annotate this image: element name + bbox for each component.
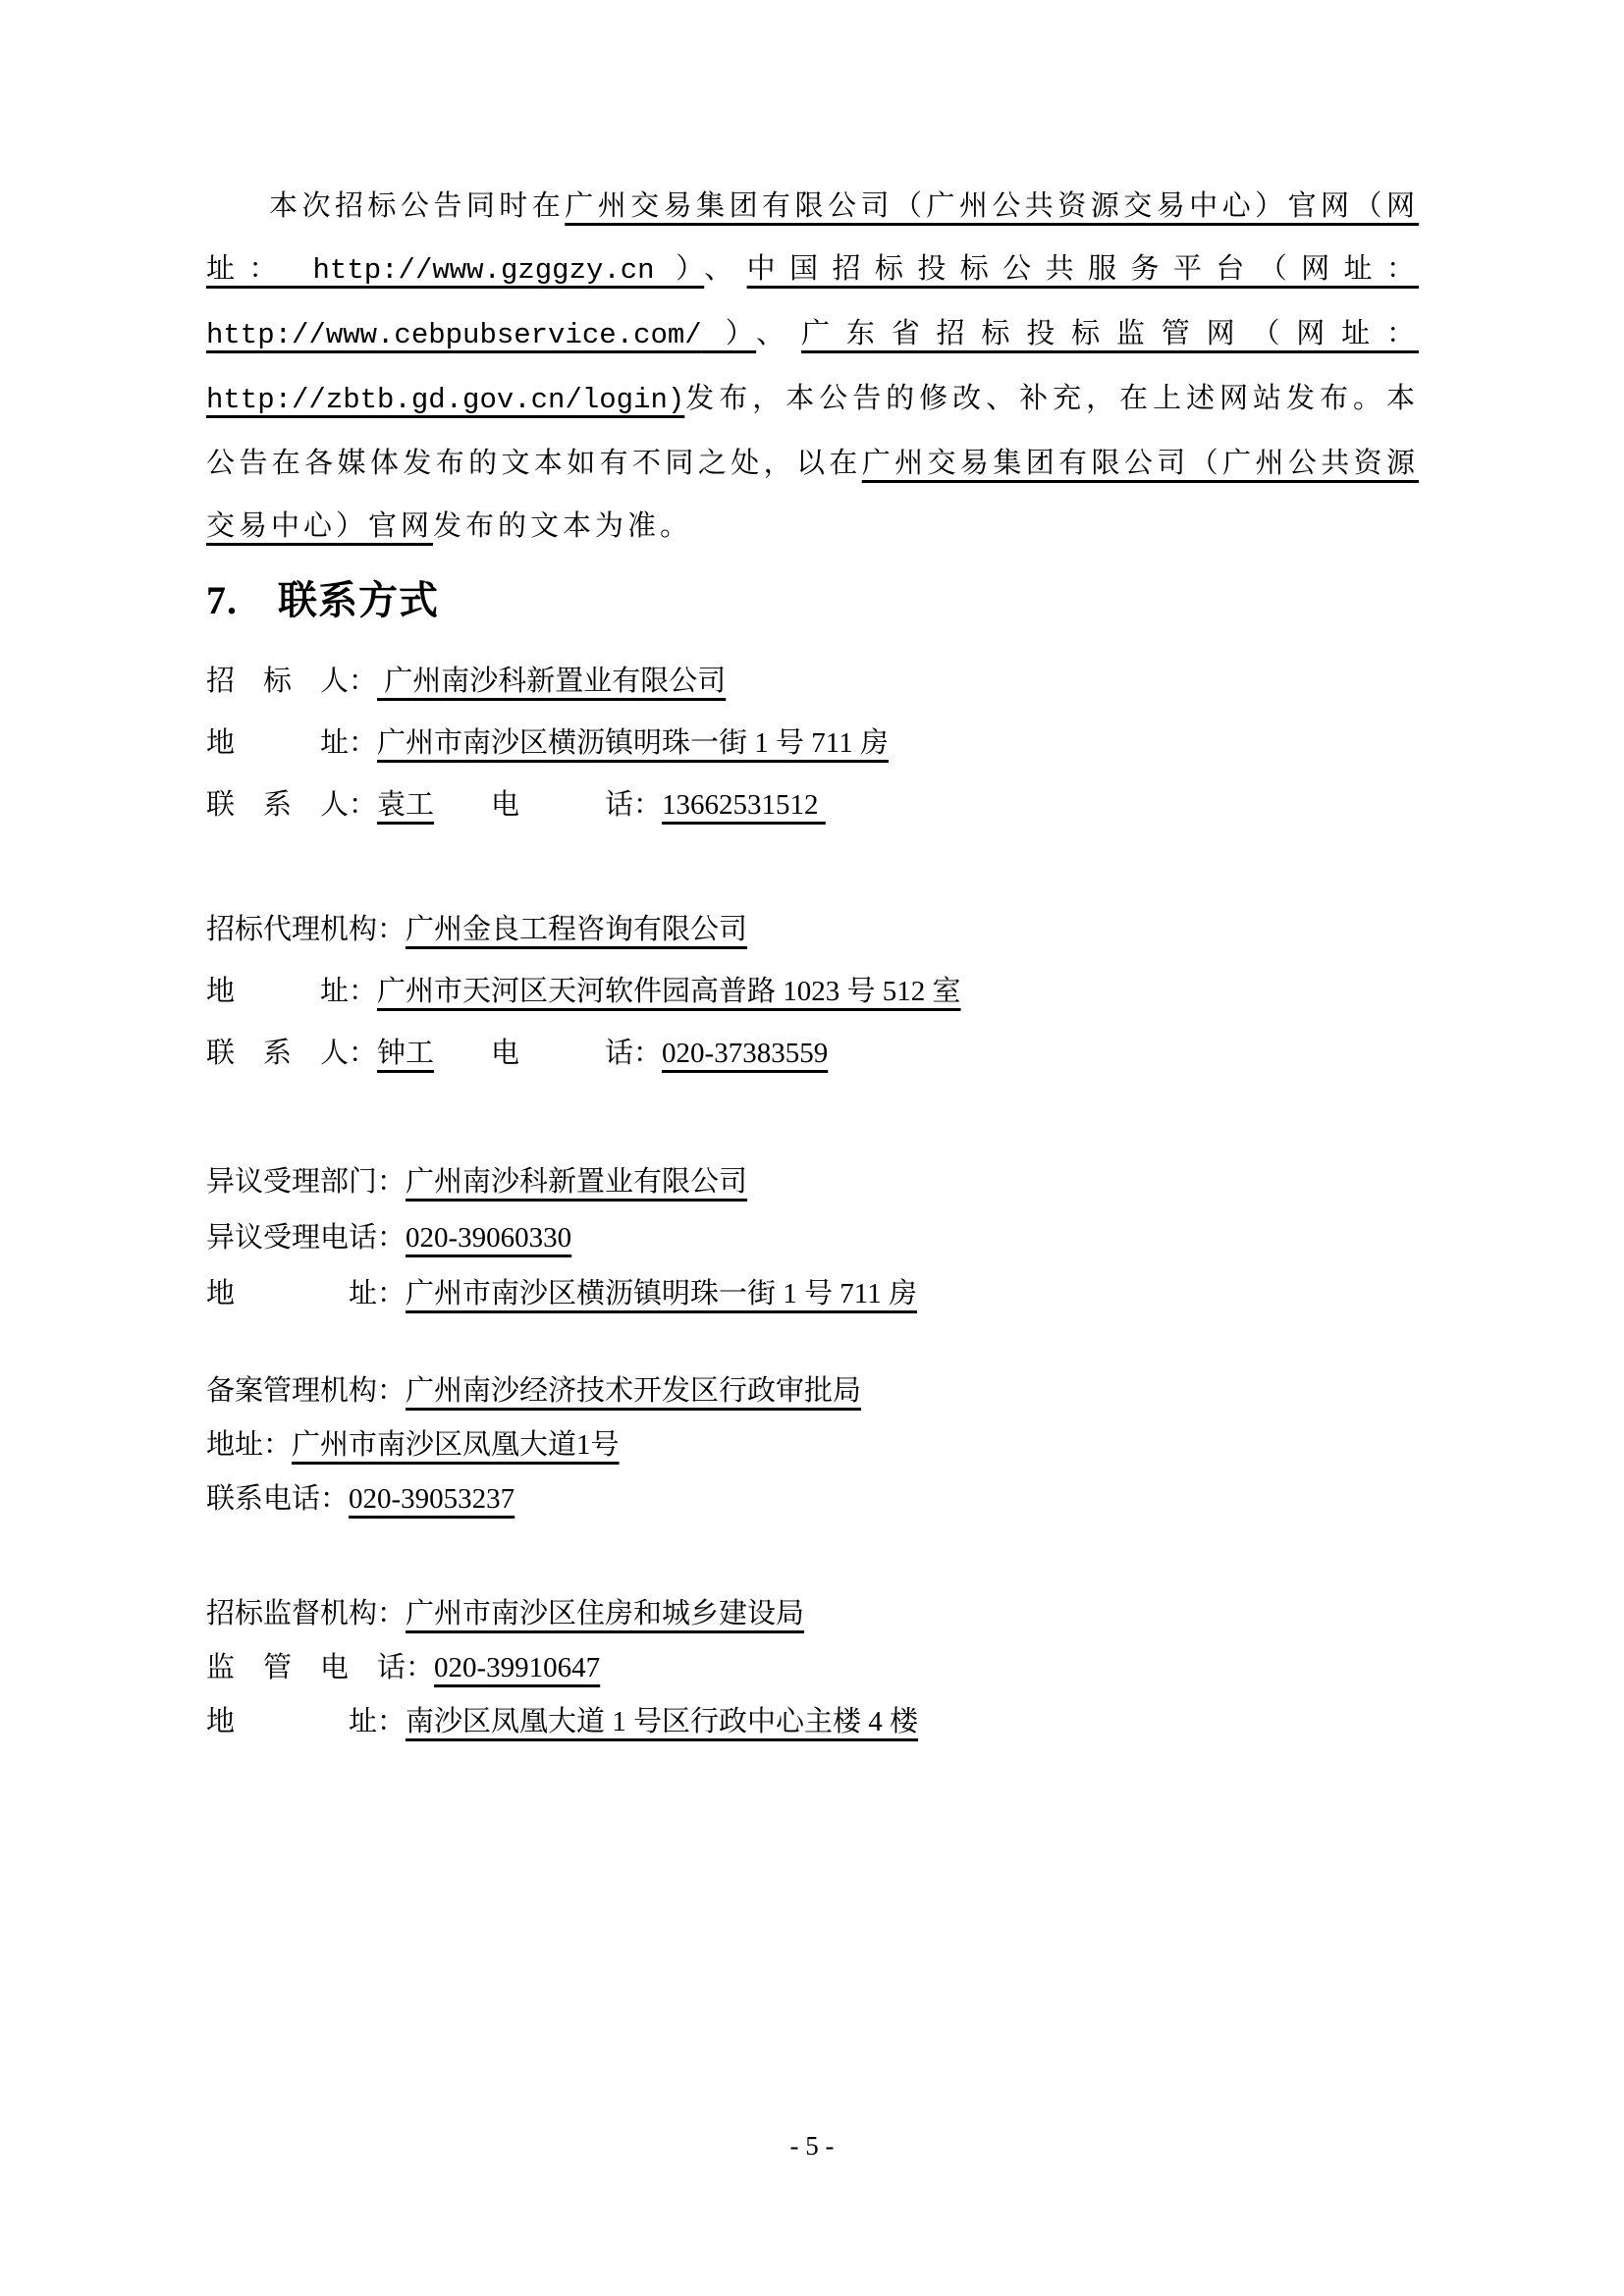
objection-phone-label: 异议受理电话： (206, 1222, 406, 1254)
paragraph-segment: ） (701, 318, 757, 349)
agency-address-row (206, 961, 1419, 1023)
tenderer-address-row (206, 713, 1419, 774)
gd-supervision-site-link-text: 广东省招标投标监管网（网址： (801, 318, 1419, 349)
objection-address-row (206, 1266, 1419, 1322)
tenderer-phone-label: 电 话： (434, 789, 663, 821)
publish-notice-paragraph (206, 175, 1419, 552)
objection-phone-value: 020-39060330 (406, 1222, 572, 1254)
agency-person-value: 钟工 (377, 1038, 435, 1069)
filing-org-label: 备案管理机构： (206, 1375, 406, 1407)
filing-address-row (206, 1418, 1419, 1472)
paragraph-segment: 发布，本公告的修改、补充，在上述网站发布。本公告在各媒体发布的文本如有不同之处，以在 (206, 383, 1419, 479)
filing-address-label: 地址： (206, 1429, 293, 1461)
filing-address-value: 广州市南沙区凤凰大道1号 (292, 1429, 620, 1461)
tenderer-phone-value: 13662531512 (662, 789, 826, 821)
objection-dept-value: 广州南沙科新置业有限公司 (406, 1166, 748, 1198)
supervision-phone-row (206, 1641, 1419, 1695)
objection-address-label: 地 址： (206, 1278, 406, 1309)
supervision-phone-value: 020-39910647 (434, 1652, 601, 1683)
tenderer-address-value: 广州市南沙区横沥镇明珠一街 1 号 711 房 (377, 727, 889, 759)
filing-org-value: 广州南沙经济技术开发区行政审批局 (406, 1375, 862, 1407)
agency-address-value: 广州市天河区天河软件园高普路 1023 号 512 室 (377, 976, 961, 1007)
paragraph-segment: ） (654, 253, 705, 285)
tenderer-contact-row (206, 774, 1419, 836)
supervision-address-row (206, 1695, 1419, 1749)
agency-person-label: 联 系 人： (206, 1038, 378, 1069)
agency-section (206, 899, 1419, 1085)
paragraph-segment: 、 (756, 318, 801, 349)
gz-trading-group-link-text: 广州交易集团有限公司（广州公共资源交易中心）官网（网址： (206, 190, 1419, 285)
tenderer-name-label: 招 标 人： (206, 666, 378, 697)
agency-contact-row (206, 1023, 1419, 1085)
document-content (0, 175, 1624, 1749)
filing-phone-row (206, 1472, 1419, 1526)
cebpub-platform-link-text: 中国招标投标公共服务平台（网址： (746, 253, 1419, 285)
tenderer-section (206, 651, 1419, 836)
tenderer-person-label: 联 系 人： (206, 789, 378, 821)
objection-phone-row (206, 1210, 1419, 1266)
gz-trading-group-link-text: 广州交易集团有限公司（广州公共资源交易中心）官网 (206, 448, 1419, 542)
filing-phone-label: 联系电话： (206, 1483, 350, 1515)
paragraph-segment: 、 (704, 253, 747, 285)
agency-phone-label: 电 话： (434, 1038, 663, 1069)
objection-dept-label: 异议受理部门： (206, 1166, 406, 1198)
supervision-address-value: 南沙区凤凰大道 1 号区行政中心主楼 4 楼 (406, 1706, 919, 1737)
supervision-section (206, 1587, 1419, 1749)
objection-section (206, 1154, 1419, 1322)
objection-address-value: 广州市南沙区横沥镇明珠一街 1 号 711 房 (406, 1278, 917, 1309)
contact-section-heading: 7. 联系方式 (206, 578, 439, 622)
agency-phone-value: 020-37383559 (662, 1038, 829, 1069)
filing-phone-value: 020-39053237 (349, 1483, 515, 1515)
tenderer-address-label: 地 址： (206, 727, 378, 759)
agency-name-value: 广州金良工程咨询有限公司 (406, 914, 748, 945)
tenderer-name-row (206, 651, 1419, 713)
filing-section (206, 1364, 1419, 1526)
agency-address-label: 地 址： (206, 976, 378, 1007)
tenderer-person-value: 袁工 (377, 789, 435, 821)
paragraph-segment: 本次招标公告同时在 (269, 190, 566, 222)
supervision-address-label: 地 址： (206, 1706, 406, 1737)
paragraph-segment: 发布的文本为准。 (433, 510, 693, 542)
page-number: - 5 - (789, 2131, 835, 2161)
tenderer-name-value: 广州南沙科新置业有限公司 (377, 666, 727, 697)
objection-dept-row (206, 1154, 1419, 1210)
agency-name-row (206, 899, 1419, 961)
supervision-org-row (206, 1587, 1419, 1641)
cebpubservice-url-text: http://www.cebpubservice.com/ (206, 319, 702, 351)
gzggzy-url-text: http://www.gzggzy.cn (312, 254, 655, 287)
supervision-org-value: 广州市南沙区住房和城乡建设局 (406, 1598, 805, 1629)
supervision-org-label: 招标监督机构： (206, 1598, 406, 1629)
agency-name-label: 招标代理机构： (206, 914, 406, 945)
zbtb-gd-url-text: http://zbtb.gd.gov.cn/login) (206, 384, 685, 416)
supervision-phone-label: 监 管 电 话： (206, 1652, 435, 1683)
filing-org-row (206, 1364, 1419, 1418)
